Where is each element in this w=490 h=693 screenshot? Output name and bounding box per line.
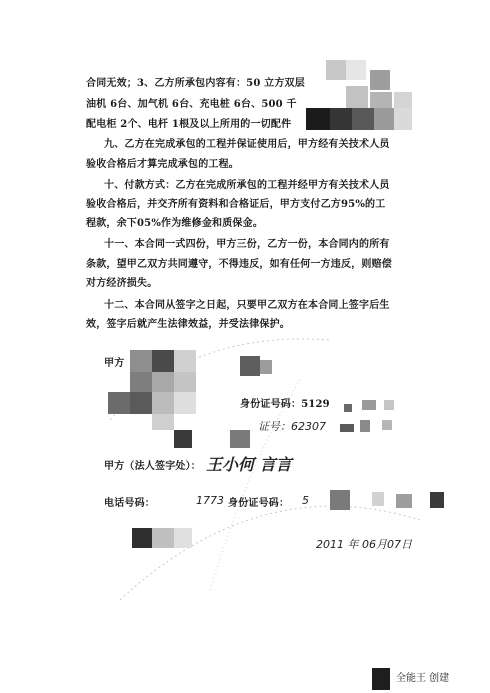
scanner-logo-icon xyxy=(372,668,390,690)
party-a-label: 甲方 xyxy=(104,358,125,369)
contract-line-10: 条款，望甲乙双方共同遵守，不得违反，如有任何一方违反，则赔偿 xyxy=(86,259,392,270)
id-label-bottom: 身份证号码： xyxy=(228,498,290,509)
phone-label: 电话号码： xyxy=(104,498,155,509)
footer-watermark-text: 全能王 创建 xyxy=(396,673,450,684)
contract-line-11: 对方经济损失。 xyxy=(86,278,158,289)
id-number-upper: 身份证号码：5129 xyxy=(240,399,330,410)
contract-line-3: 配电柜 2个、电杆 1根及以上所用的一切配件 xyxy=(86,119,292,130)
phone-partial: 1773 xyxy=(196,494,224,507)
legal-rep-signature: 王小何 言言 xyxy=(206,455,292,474)
contract-line-7: 验收合格后，并交齐所有资料和合格证后，甲方支付乙方95%的工 xyxy=(86,199,386,210)
contract-line-8: 程款，余下05%作为维修金和质保金。 xyxy=(86,218,264,229)
contract-line-6: 十、付款方式：乙方在完成所承包的工程并经甲方有关技术人员 xyxy=(104,180,390,191)
contract-line-13: 效，签字后就产生法律效益，并受法律保护。 xyxy=(86,319,290,330)
id-partial-bottom: 5 xyxy=(302,494,309,507)
contract-line-12: 十二、本合同从签字之日起，只要甲乙双方在本合同上签字后生 xyxy=(104,300,390,311)
legal-rep-label: 甲方（法人签字处）： xyxy=(104,461,201,472)
contract-line-2: 油机 6台、加气机 6台、充电桩 6台、500 千 xyxy=(86,99,297,110)
contract-line-9: 十一、本合同一式四份，甲方三份，乙方一份，本合同内的所有 xyxy=(104,239,390,250)
signing-date: 2011 年 06月07日 xyxy=(316,538,412,551)
contract-line-1: 合同无效；3、乙方所承包内容有：50 立方双层 xyxy=(86,78,305,89)
contract-line-4: 九、乙方在完成承包的工程并保证使用后，甲方经有关技术人员 xyxy=(104,139,390,150)
contract-line-5: 验收合格后才算完成承包的工程。 xyxy=(86,159,239,170)
id-number-lower: 证号：62307 xyxy=(258,420,326,433)
